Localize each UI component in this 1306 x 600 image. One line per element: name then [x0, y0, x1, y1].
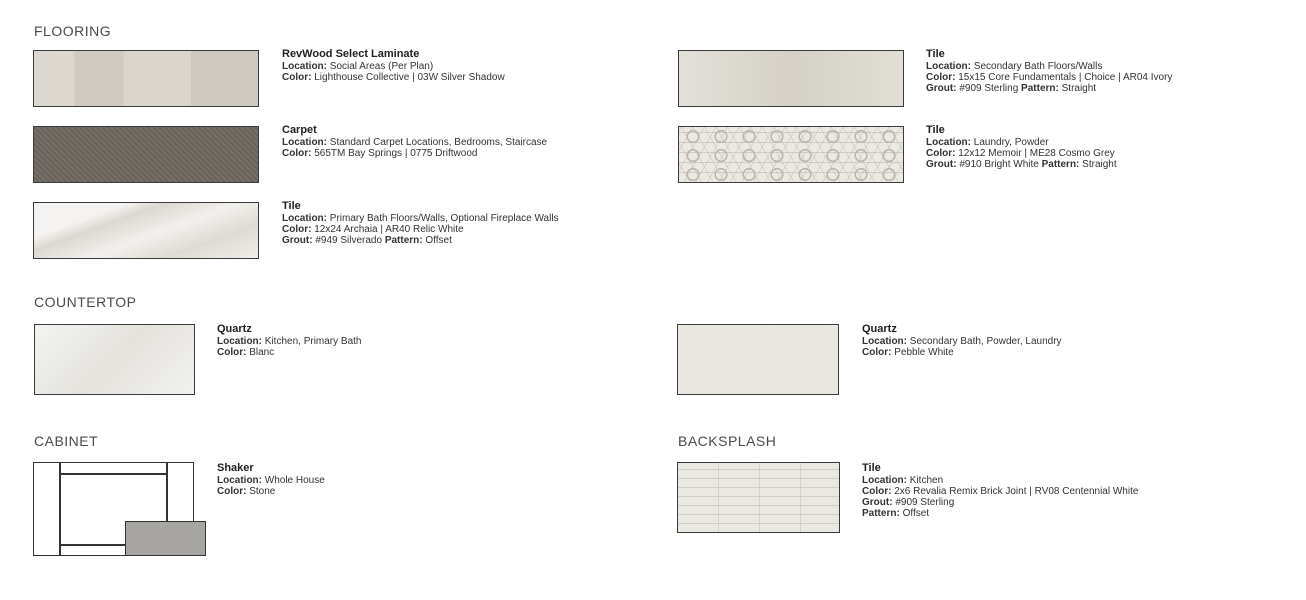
material-info-tile-primary-bath	[282, 200, 642, 246]
material-grout	[862, 497, 1222, 508]
section-title-countertop: COUNTERTOP	[34, 294, 137, 310]
material-location	[862, 336, 1262, 347]
location-value: Laundry, Powder	[971, 137, 1049, 148]
material-name: Shaker	[217, 462, 254, 474]
location-label: Location:	[282, 213, 327, 224]
material-color	[282, 72, 622, 83]
material-color	[926, 148, 1286, 159]
material-color	[282, 224, 642, 235]
section-title-flooring: FLOORING	[34, 23, 112, 39]
swatch-carpet	[33, 126, 259, 183]
material-location	[282, 213, 582, 224]
material-info-tile-laundry	[926, 124, 1286, 170]
pattern-value: Straight	[1058, 83, 1097, 94]
color-value: Pebble White	[891, 347, 954, 358]
color-label: Color:	[926, 148, 956, 159]
material-location	[282, 137, 612, 148]
color-value: 565TM Bay Springs | 0775 Driftwood	[311, 148, 478, 159]
cabinet-rail-bottom	[59, 544, 127, 546]
location-value: Primary Bath Floors/Walls, Optional Fireplace Walls	[327, 213, 559, 224]
material-name: Tile	[926, 48, 945, 60]
swatch-quartz-pebble	[677, 324, 839, 395]
material-color	[926, 72, 1276, 83]
location-label: Location:	[217, 336, 262, 347]
grout-label: Grout:	[926, 159, 957, 170]
material-info-quartz-blanc	[217, 323, 577, 358]
material-pattern	[862, 508, 1222, 519]
material-location	[926, 61, 1286, 72]
location-label: Location:	[926, 137, 971, 148]
location-value: Kitchen	[907, 475, 944, 486]
material-info-carpet	[282, 124, 642, 159]
material-grout	[926, 159, 1286, 170]
material-location	[282, 61, 642, 72]
location-label: Location:	[282, 137, 327, 148]
swatch-quartz-blanc	[34, 324, 195, 395]
section-title-cabinet: CABINET	[34, 433, 99, 449]
location-label: Location:	[282, 61, 327, 72]
swatch-laminate	[33, 50, 259, 107]
color-label: Color:	[282, 72, 312, 83]
pattern-value: Offset	[422, 235, 452, 246]
grout-label: Grout:	[862, 497, 893, 508]
pattern-label: Pattern:	[1041, 159, 1080, 170]
material-name: Carpet	[282, 124, 317, 136]
material-location	[217, 475, 577, 486]
cabinet-rail-top	[59, 473, 167, 475]
location-label: Location:	[862, 475, 907, 486]
pattern-label: Pattern:	[1021, 83, 1059, 94]
material-color	[217, 486, 577, 497]
material-grout	[926, 83, 1286, 94]
color-value: 12x12 Memoir | ME28 Cosmo Grey	[955, 148, 1115, 159]
material-location	[217, 336, 577, 347]
color-value: Stone	[246, 486, 276, 497]
color-label: Color:	[862, 347, 892, 358]
location-value: Secondary Bath, Powder, Laundry	[907, 336, 1062, 347]
material-name: Tile	[862, 462, 881, 474]
material-color	[862, 486, 1202, 497]
material-grout	[282, 235, 642, 246]
location-value: Kitchen, Primary Bath	[262, 336, 362, 347]
material-info-backsplash-tile	[862, 462, 1222, 519]
color-label: Color:	[862, 486, 892, 497]
location-label: Location:	[862, 336, 907, 347]
grout-label: Grout:	[282, 235, 313, 246]
location-value: Standard Carpet Locations, Bedrooms, Staircase	[327, 137, 548, 148]
location-value: Whole House	[262, 475, 325, 486]
pattern-label: Pattern:	[862, 508, 900, 519]
swatch-tile-archaia	[33, 202, 259, 259]
pattern-label: Pattern:	[384, 235, 423, 246]
material-name: Tile	[282, 200, 301, 212]
material-name: RevWood Select Laminate	[282, 48, 420, 60]
material-location	[862, 475, 1222, 486]
color-label: Color:	[282, 148, 312, 159]
grout-value: #949 Silverado	[312, 235, 385, 246]
cabinet-stile-right	[166, 462, 168, 522]
cabinet-stile-left	[59, 462, 61, 556]
material-info-tile-secondary-bath	[926, 48, 1286, 94]
color-value: 2x6 Revalia Remix Brick Joint | RV08 Centennial White	[891, 486, 1139, 497]
swatch-tile-ivory	[678, 50, 904, 107]
color-value: 15x15 Core Fundamentals | Choice | AR04 Ivory	[955, 72, 1173, 83]
cabinet-color-swatch-stone	[125, 521, 206, 556]
swatch-tile-memoir	[678, 126, 904, 183]
color-label: Color:	[926, 72, 956, 83]
material-info-quartz-pebble	[862, 323, 1262, 358]
cabinet-door-drawing	[33, 462, 206, 556]
swatch-backsplash-brick	[677, 462, 840, 533]
color-label: Color:	[282, 224, 312, 235]
color-label: Color:	[217, 347, 247, 358]
material-info-laminate	[282, 48, 642, 83]
grout-value: #909 Sterling	[892, 497, 955, 508]
material-name: Quartz	[862, 323, 897, 335]
grout-value: #909 Sterling	[956, 83, 1022, 94]
color-label: Color:	[217, 486, 247, 497]
material-color	[217, 347, 577, 358]
location-value: Social Areas (Per Plan)	[327, 61, 434, 72]
material-name: Tile	[926, 124, 945, 136]
location-label: Location:	[217, 475, 262, 486]
material-color	[282, 148, 642, 159]
grout-value: #910 Bright White	[956, 159, 1042, 170]
color-value: Blanc	[246, 347, 275, 358]
location-value: Secondary Bath Floors/Walls	[971, 61, 1103, 72]
location-label: Location:	[926, 61, 971, 72]
color-value: 12x24 Archaia | AR40 Relic White	[311, 224, 464, 235]
section-title-backsplash: BACKSPLASH	[678, 433, 777, 449]
material-color	[862, 347, 1262, 358]
pattern-value: Straight	[1079, 159, 1117, 170]
material-info-shaker	[217, 462, 577, 497]
material-location	[926, 137, 1286, 148]
pattern-value: Offset	[899, 508, 930, 519]
material-name: Quartz	[217, 323, 252, 335]
grout-label: Grout:	[926, 83, 957, 94]
color-value: Lighthouse Collective | 03W Silver Shadow	[311, 72, 505, 83]
